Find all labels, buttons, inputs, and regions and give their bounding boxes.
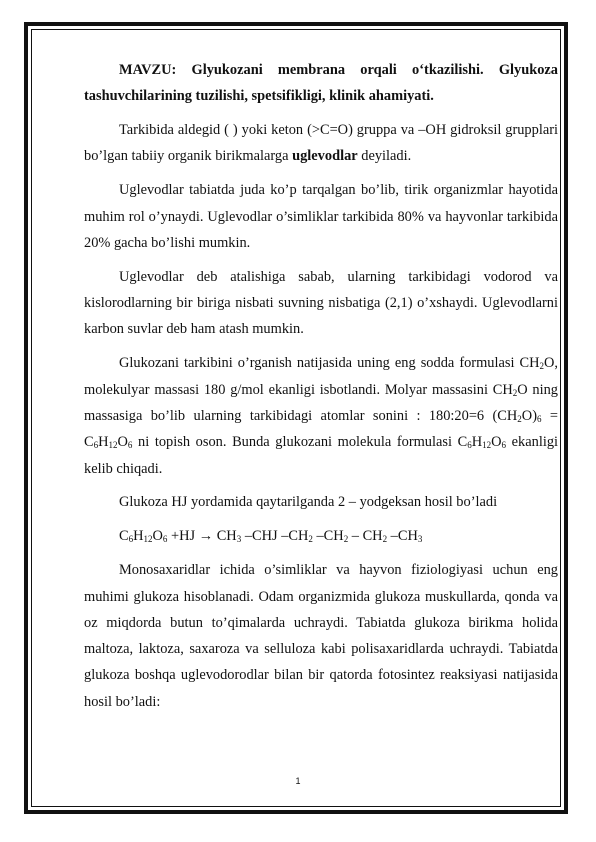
eq-s7: 2 <box>382 534 388 545</box>
p4-s7: 6 <box>127 440 133 451</box>
p4-t2: O, molekulyar massasi 180 g/mol ekanligi isbotlandi. Molyar massasini CH <box>84 355 558 398</box>
eq-t2: H <box>133 528 144 545</box>
p4-s2: 2 <box>512 387 518 398</box>
p4-s4: 6 <box>536 413 542 424</box>
p4-t1: Glukozani tarkibini o’rganish natijasida uning eng sodda formulasi CH <box>119 355 540 372</box>
eq-s1: 6 <box>128 534 134 545</box>
eq-s3: 6 <box>162 534 168 545</box>
eq-t5: –CHJ –CH <box>241 528 309 545</box>
paragraph-reduction: Glukoza HJ yordamida qaytarilganda 2 – yodgeksan hosil bo’ladi <box>119 494 498 511</box>
paragraph-naming: Uglevodlar deb atalishiga sabab, ularning tarkibidagi vodorod va kislorodlarning bir biriga nisbati suvning nisbatiga (2,1) o’xshaydi. Uglevodlarni karbon suvlar deb ham atash mumkin. <box>84 268 558 338</box>
p4-s8: 6 <box>467 440 472 451</box>
p4-s1: 2 <box>539 361 544 372</box>
term-uglevodlar: uglevodlar <box>292 148 358 165</box>
p1-text-a: Tarkibida aldegid ( <box>119 122 229 139</box>
eq-t6: –CH <box>312 528 344 545</box>
p4-t11: ekanligi kelib chiqadi. <box>84 434 559 477</box>
eq-t4: +HJ → CH <box>167 528 237 545</box>
p4-s10: 6 <box>501 440 507 451</box>
p4-t5: = C <box>84 407 558 451</box>
p4-s3: 2 <box>517 413 522 424</box>
p4-t8: ni topish oson. Bunda glukozani molekula formulasi C <box>132 434 468 451</box>
p1-text-b: ) yoki keton (>C=O) gruppa va –OH gidroksil grupplari bo’lgan tabiiy organik birikmalarga <box>84 122 558 165</box>
paragraph-formula <box>84 350 558 481</box>
document-title: MAVZU: Glyukozani membrana orqali o‘tkazilishi. Glyukoza tashuvchilarining tuzilishi, spetsifikligi, klinik ahamiyati. <box>84 62 558 105</box>
paragraph-distribution: Uglevodlar tabiatda juda ko’p tarqalgan bo’lib, tirik organizmlar hayotida muhim rol o’ynaydi. Uglevodlar o’simliklar tarkibida 80% va hayvonlar tarkibida 20% gacha bo’lishi mumkin. <box>84 182 558 251</box>
page-number: 1 <box>295 776 301 786</box>
document-body <box>84 57 558 723</box>
eq-s8: 3 <box>417 534 423 545</box>
p4-t4: O) <box>521 407 537 424</box>
p4-s5: 6 <box>93 440 99 451</box>
p1-text-c: deyiladi. <box>357 148 412 165</box>
eq-s4: 3 <box>236 534 242 545</box>
p4-t6: H <box>98 434 109 451</box>
eq-s5: 2 <box>308 534 313 545</box>
eq-t1: C <box>119 528 129 545</box>
eq-t7: – CH <box>348 528 383 545</box>
p4-t3: O ning massasiga bo’lib ularning tarkibidagi atomlar sonini : 180:20=6 (CH <box>84 381 558 424</box>
eq-t3: O <box>152 528 163 545</box>
p4-t10: O <box>491 434 502 451</box>
paragraph-monosaccharides: Monosaxaridlar ichida o’simliklar va hayvon fiziologiyasi uchun eng muhimi glukoza hisoblanadi. Odam organizmida glukoza muskullarda, qonda va oz miqdorda butun to’qimalarda uchraydi. Tabiatda glukoza birikma holida maltoza, laktoza, saxaroza va selluloza kabi polisaxaridlarda uchraydi. Tabiatda glukoza boshqa uglevodorodlar bilan bir qatorda fotosintez reaksiyasi natijasida hosil bo’ladi: <box>84 562 558 710</box>
eq-t8: –CH <box>387 528 418 545</box>
p4-s9: 12 <box>482 440 492 451</box>
eq-s2: 12 <box>143 534 153 545</box>
eq-s6: 2 <box>343 534 349 545</box>
reaction-equation <box>84 523 558 549</box>
p4-t9: H <box>471 434 483 451</box>
p4-s6: 12 <box>108 440 118 451</box>
paragraph-definition <box>84 117 558 170</box>
p4-t7: O <box>117 434 128 451</box>
